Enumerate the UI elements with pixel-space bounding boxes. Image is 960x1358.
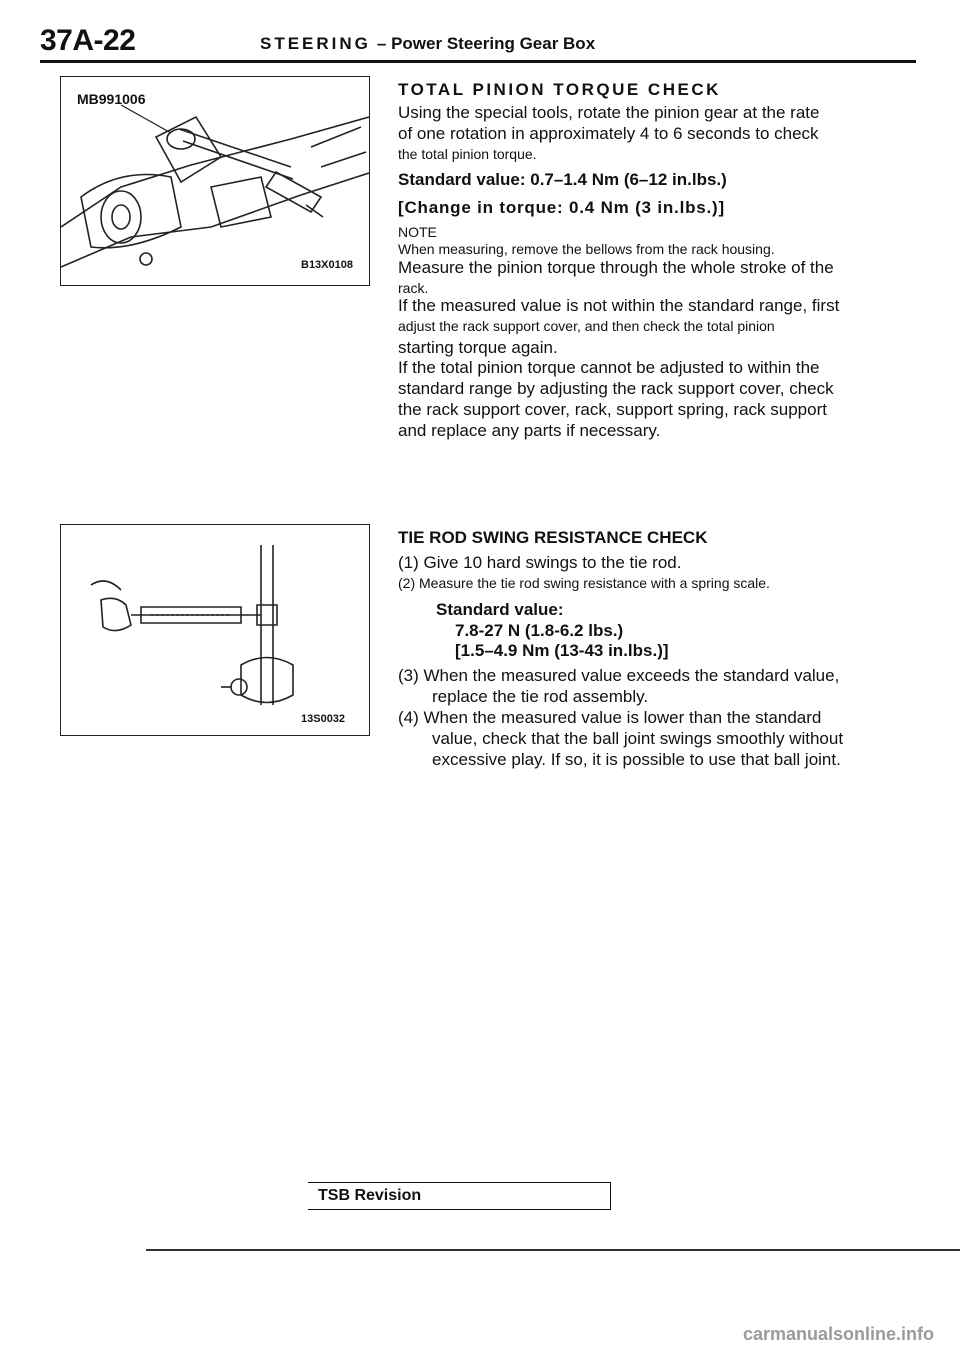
body-line-6: If the total pinion torque cannot be adjusted to within the xyxy=(398,358,820,377)
tie-rod-standard-label: Standard value: xyxy=(436,600,564,619)
figure-code: B13X0108 xyxy=(301,259,353,271)
body-line-4: adjust the rack support cover, and then check the total pinion xyxy=(398,318,775,334)
body-line-3: If the measured value is not within the standard range, first xyxy=(398,296,840,315)
tie-rod-check-heading: TIE ROD SWING RESISTANCE CHECK xyxy=(398,528,708,547)
tie-rod-step-4: (4) When the measured value is lower than the standard xyxy=(398,708,822,727)
tie-rod-standard-line-1: 7.8-27 N (1.8-6.2 lbs.) xyxy=(455,621,624,640)
pinion-check-line-3: the total pinion torque. xyxy=(398,146,537,162)
figure-tie-rod-swing xyxy=(60,524,370,736)
tie-rod-step-4-cont-1: value, check that the ball joint swings smoothly without xyxy=(432,729,844,748)
section-title: STEERING xyxy=(260,34,371,53)
subsection-title: – Power Steering Gear Box xyxy=(376,34,596,53)
footer-rule xyxy=(146,1249,960,1251)
tie-rod-swing-illustration xyxy=(61,525,369,735)
watermark: carmanualsonline.info xyxy=(742,1324,934,1344)
change-in-torque: [Change in torque: 0.4 Nm (3 in.lbs.)] xyxy=(398,198,725,217)
pinion-check-line-1: Using the special tools, rotate the pinion gear at the rate xyxy=(398,103,820,122)
pinion-torque-illustration xyxy=(61,77,369,285)
page-header xyxy=(260,34,595,54)
pinion-check-line-2: of one rotation in approximately 4 to 6 seconds to check xyxy=(398,124,819,143)
tie-rod-step-3-cont: replace the tie rod assembly. xyxy=(432,687,649,706)
note-text: When measuring, remove the bellows from the rack housing. xyxy=(398,241,775,257)
figure-code: 13S0032 xyxy=(301,713,346,725)
figure-pinion-torque xyxy=(60,76,370,286)
header-rule xyxy=(40,60,916,63)
pinion-check-heading: TOTAL PINION TORQUE CHECK xyxy=(398,80,721,99)
tie-rod-step-1: (1) Give 10 hard swings to the tie rod. xyxy=(398,553,682,572)
standard-value: Standard value: 0.7–1.4 Nm (6–12 in.lbs.) xyxy=(398,170,727,189)
tool-label: MB991006 xyxy=(77,91,146,107)
body-line-9: and replace any parts if necessary. xyxy=(398,421,661,440)
tie-rod-step-2: (2) Measure the tie rod swing resistance with a spring scale. xyxy=(398,575,770,591)
tie-rod-step-4-cont-2: excessive play. If so, it is possible to use that ball joint. xyxy=(432,750,841,769)
tsb-revision-box xyxy=(308,1182,611,1210)
body-line-1: Measure the pinion torque through the whole stroke of the xyxy=(398,258,834,277)
note-label: NOTE xyxy=(398,224,437,240)
page-code: 37A-22 xyxy=(40,24,136,57)
tie-rod-standard-line-2: [1.5–4.9 Nm (13-43 in.lbs.)] xyxy=(455,641,669,660)
body-line-7: standard range by adjusting the rack support cover, check xyxy=(398,379,834,398)
body-line-2: rack. xyxy=(398,280,429,296)
tsb-revision-label: TSB Revision xyxy=(318,1187,422,1204)
tie-rod-step-3: (3) When the measured value exceeds the standard value, xyxy=(398,666,840,685)
body-line-8: the rack support cover, rack, support spring, rack support xyxy=(398,400,827,419)
body-line-5: starting torque again. xyxy=(398,338,558,357)
